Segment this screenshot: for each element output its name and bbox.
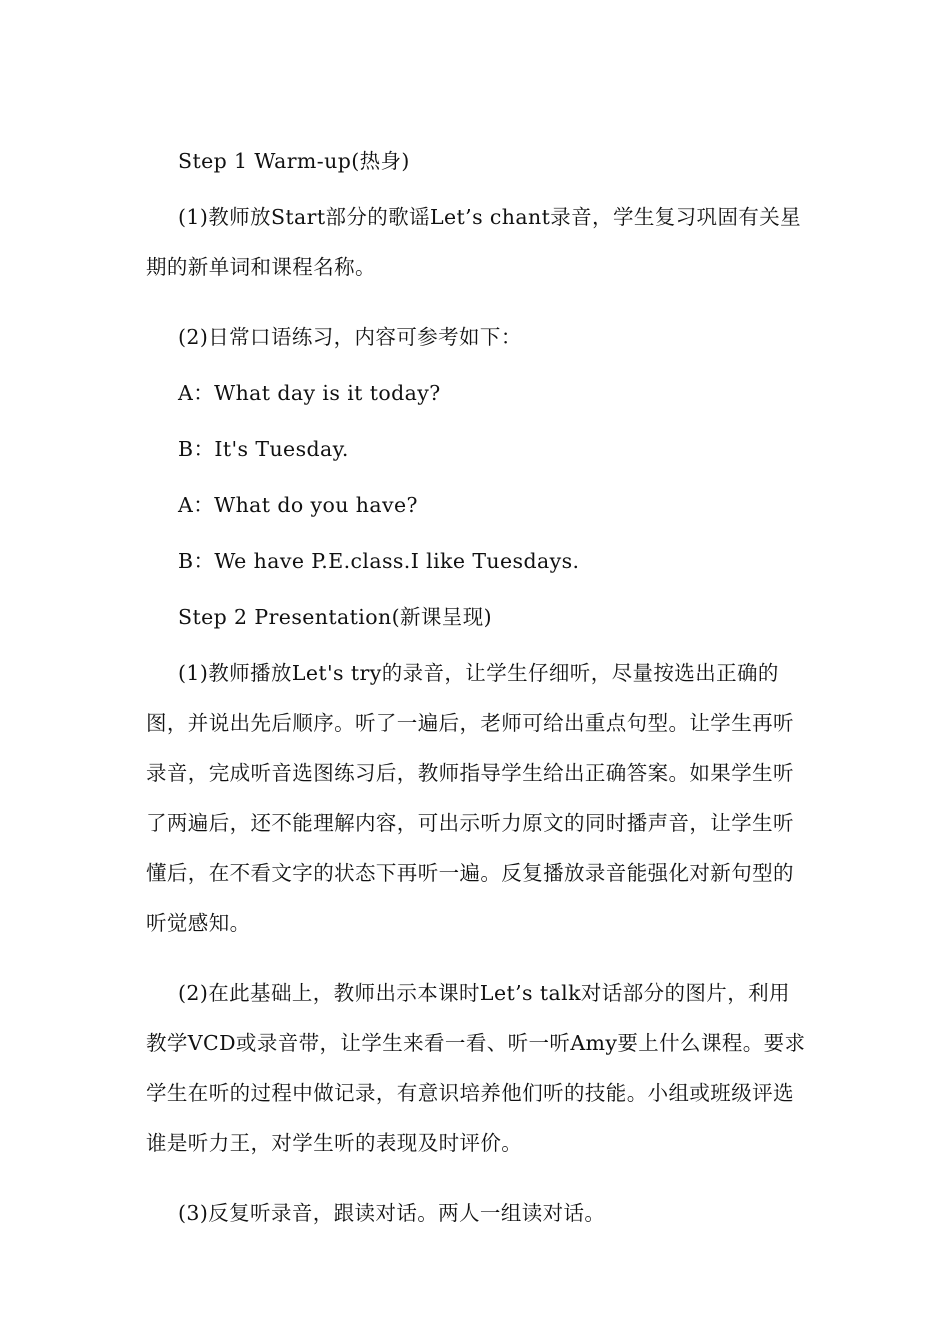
- dialogue-line-2: B：It's Tuesday.: [178, 437, 349, 461]
- step2-heading: Step 2 Presentation(新课呈现): [178, 605, 492, 629]
- step1-paragraph-1: (1)教师放Start部分的歌谣Let’s chant录音，学生复习巩固有关星期的新单词和课程名称。: [146, 205, 802, 279]
- dialogue-line-1: A：What day is it today?: [178, 381, 441, 405]
- step2-paragraph-3: (3)反复听录音，跟读对话。两人一组读对话。: [178, 1201, 606, 1225]
- dialogue-line-3: A：What do you have?: [178, 493, 418, 517]
- step2-paragraph-2: (2)在此基础上，教师出示本课时Let’s talk对话部分的图片，利用教学VCD或录音带，让学生来看一看、听一听Amy要上什么课程。要求学生在听的过程中做记录，有意识培养他们听的技能。小组或班级评选谁是听力王，对学生听的表现及时评价。: [146, 981, 806, 1155]
- dialogue-line-4: B：We have P.E.class.I like Tuesdays.: [178, 549, 580, 573]
- step2-paragraph-1: (1)教师播放Let's try的录音，让学生仔细听，尽量按选出正确的图，并说出先后顺序。听了一遍后，老师可给出重点句型。让学生再听录音，完成听音选图练习后，教师指导学生给出正确答案。如果学生听了两遍后，还不能理解内容，可出示听力原文的同时播声音，让学生听懂后，在不看文字的状态下再听一遍。反复播放录音能强化对新句型的听觉感知。: [146, 661, 794, 935]
- step1-heading: Step 1 Warm-up(热身): [178, 149, 410, 173]
- document-body: [146, 136, 810, 1244]
- step1-paragraph-2: (2)日常口语练习，内容可参考如下：: [178, 325, 522, 349]
